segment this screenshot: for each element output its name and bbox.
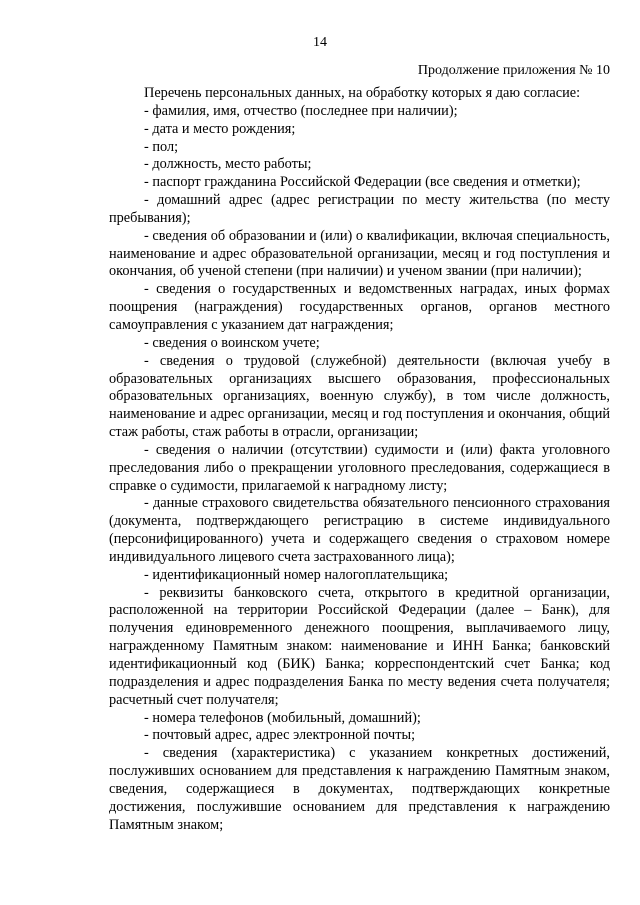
list-item: - идентификационный номер налогоплательщика; (144, 566, 449, 583)
list-item: - сведения о государственных и ведомственных наградах, иных формах поощрения (награждения) государственных органов, органов местного самоуправления с указанием дат награждения; (109, 281, 610, 333)
list-item: - сведения о наличии (отсутствии) судимости и (или) факта уголовного преследования либо о прекращении уголовного преследования, содержащиеся в справке о судимости, прилагаемой к наградному листу; (109, 441, 610, 494)
list-item: - данные страхового свидетельства обязательного пенсионного страхования (документа, подтверждающего регистрацию в системе индивидуального (персонифицированного) учета и содержащего сведения о страховом номере индивидуального лицевого счета застрахованного лица); (109, 495, 610, 565)
list-item: - сведения о трудовой (служебной) деятельности (включая учебу в образовательных организациях высшего образования, профессиональных образовательных организациях, военную службу), в том числе должность, наименование и адрес организации, месяц и год поступления и окончания, общий стаж работы, стаж работы в отрасли, организации; (109, 352, 610, 441)
list-item: - сведения об образовании и (или) о квалификации, включая специальность, наименование и адрес образовательной организации, месяц и год поступления и окончания, об ученой степени (при наличии) и ученом звании (при наличии); (109, 227, 610, 280)
list-item: - номера телефонов (мобильный, домашний); (144, 709, 421, 726)
list-item: - сведения (характеристика) с указанием конкретных достижений, послуживших основанием для представления к награждению Памятным знаком, сведения, содержащиеся в документах, подтверждающих конкретные достижения, послужившие основанием для представления к награждению Памятным знаком; (109, 745, 610, 833)
list-item: - сведения о воинском учете; (144, 334, 320, 351)
list-item: - пол; (144, 138, 179, 155)
list-item: - дата и место рождения; (144, 120, 296, 137)
list-item: - почтовый адрес, адрес электронной почты; (144, 727, 416, 744)
appendix-note: Продолжение приложения № 10 (417, 63, 610, 78)
page-number: 14 (313, 35, 327, 50)
list-item: - домашний адрес (адрес регистрации по месту жительства (по месту пребывания); (109, 192, 610, 226)
list-item: - реквизиты банковского счета, открытого в кредитной организации, расположенной на территории Российской Федерации (далее – Банк), для получения единовременного денежного поощрения, выплачиваемого лицу, награжденному Памятным знаком: наименование и ИНН Банка; банковский идентификационный код (БИК) Банка; корреспондентский счет Банка; код подразделения и адрес подразделения Банка по месту ведения счета получателя; расчетный счет получателя; (109, 584, 610, 708)
list-item: - должность, место работы; (144, 156, 312, 173)
document-body (109, 85, 610, 834)
list-item: - паспорт гражданина Российской Федерации (все сведения и отметки); (144, 174, 581, 191)
intro-paragraph: Перечень персональных данных, на обработку которых я даю согласие: (144, 85, 581, 101)
list-item: - фамилия, имя, отчество (последнее при наличии); (144, 102, 458, 119)
